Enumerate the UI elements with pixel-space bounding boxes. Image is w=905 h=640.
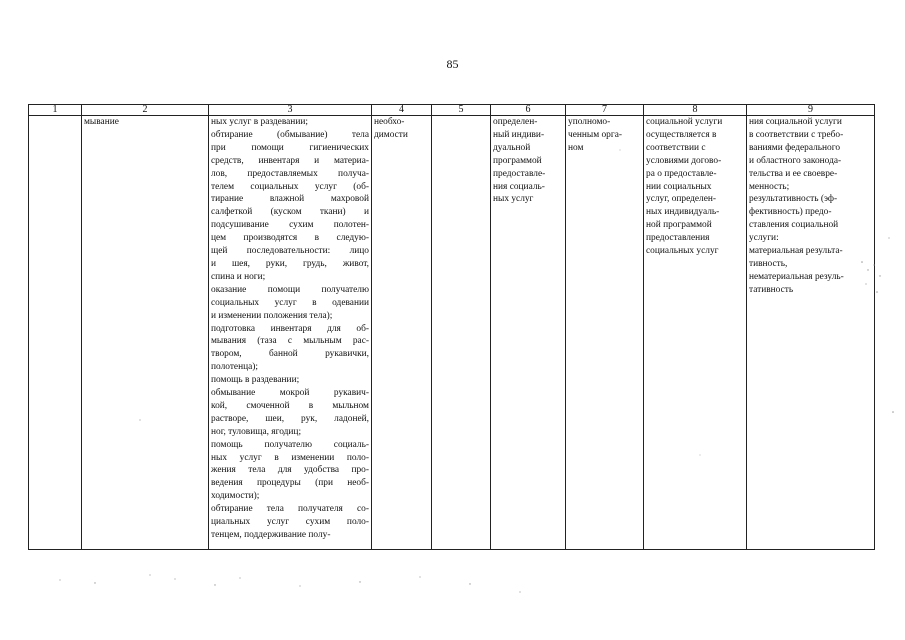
cell-text-line: услуг, определен-	[646, 194, 717, 205]
cell-text-line: ном	[568, 142, 584, 153]
cell-text-line: менность;	[749, 181, 790, 192]
cell-text-line: дуальной	[493, 142, 531, 153]
column-header-6: 6	[491, 105, 566, 116]
cell-text-line: подсушивание сухим полотен-	[211, 220, 369, 231]
cell-text-line: и шея, руки, грудь, живот,	[211, 258, 369, 269]
cell-text-line: помощь получателю социаль-	[211, 439, 369, 450]
cell-text-line: нематериальная резуль-	[749, 271, 844, 282]
cell-text-line: осуществляется в	[646, 129, 717, 140]
cell-text-line: и областного законода-	[749, 155, 842, 166]
cell-text-line: тивность,	[749, 258, 788, 269]
column-header-8: 8	[644, 105, 747, 116]
cell-text-line: тельства и ее своевре-	[749, 168, 838, 179]
cell-text-line: ходимости);	[211, 491, 260, 502]
cell-col-9	[747, 116, 875, 550]
cell-text-line: результативность (эф-	[749, 194, 838, 205]
cell-text-line: нии социальных	[646, 181, 712, 192]
cell-text-line: ваниями федерального	[749, 142, 841, 153]
cell-text-line: жения тела для удобства про-	[211, 465, 369, 476]
cell-text-line: тативность	[749, 284, 794, 295]
cell-text-line: материальная результа-	[749, 246, 843, 257]
cell-text-line: циальных услуг сухим поло-	[211, 517, 369, 528]
cell-text-line: необхо-	[374, 117, 405, 127]
cell-text-line: при помощи гигиенических	[211, 142, 369, 153]
cell-text-line: ной программой	[646, 220, 712, 231]
cell-text-line: кой, смоченной в мыльном	[211, 400, 369, 411]
cell-text-line: услуги:	[749, 233, 779, 244]
cell-text-line: программой	[493, 155, 542, 166]
cell-col-4	[372, 116, 432, 550]
cell-text-line: подготовка инвентаря для об-	[211, 323, 369, 334]
cell-text-line: ных индивидуаль-	[646, 207, 720, 218]
cell-col-1	[29, 116, 82, 550]
column-header-4: 4	[372, 105, 432, 116]
cell-text-line: щей последовательности: лицо	[211, 246, 369, 257]
cell-text-line: ных услуг в раздевании;	[211, 117, 308, 127]
cell-text-line: в соответствии с требо-	[749, 129, 844, 140]
cell-text-line: уполномо-	[568, 117, 611, 127]
cell-text-line: ния социальной услуги	[749, 117, 842, 127]
column-header-7: 7	[566, 105, 644, 116]
cell-text-line: салфеткой (куском ткани) и	[211, 207, 369, 218]
cell-text-line: фективность) предо-	[749, 207, 832, 218]
cell-text-line: ног, туловища, ягодиц;	[211, 426, 302, 437]
cell-text-line: предоставле-	[493, 168, 546, 179]
cell-text-line: предоставления	[646, 233, 710, 244]
cell-text-line: ченным орга-	[568, 129, 622, 140]
cell-text-line: ных услуг в изменении поло-	[211, 452, 369, 463]
cell-text-line: оказание помощи получателю	[211, 284, 369, 295]
table-row	[29, 116, 875, 550]
cell-text-line: социальной услуги	[646, 117, 723, 127]
page-number: 85	[446, 57, 459, 71]
cell-col-7	[566, 116, 644, 550]
cell-text-line: мывание	[84, 117, 119, 127]
cell-text-line: социальных услуг	[646, 246, 719, 257]
cell-text-line: растворе, шеи, рук, ладоней,	[211, 413, 369, 424]
cell-text-line: ра о предоставле-	[646, 168, 717, 179]
cell-text-line: тенцем, поддерживание полу-	[211, 530, 331, 540]
cell-text-line: твором, банной рукавички,	[211, 349, 369, 360]
cell-text-line: спина и ноги;	[211, 271, 266, 282]
column-header-5: 5	[432, 105, 491, 116]
cell-col-8	[644, 116, 747, 550]
cell-text-line: мывания (таза с мыльным рас-	[211, 336, 369, 347]
column-header-3: 3	[209, 105, 372, 116]
cell-col-3	[209, 116, 372, 550]
cell-text-line: ведения процедуры (при необ-	[211, 478, 369, 489]
column-header-9: 9	[747, 105, 875, 116]
cell-text-line: обмывание мокрой рукавич-	[211, 388, 369, 399]
column-header-1: 1	[29, 105, 82, 116]
cell-text-line: помощь в раздевании;	[211, 375, 300, 386]
cell-text-line: условиями догово-	[646, 155, 722, 166]
cell-text-line: определен-	[493, 117, 538, 127]
cell-text-line: телем социальных услуг (об-	[211, 181, 369, 192]
cell-col-5	[432, 116, 491, 550]
cell-text-line: ставления социальной	[749, 220, 839, 231]
cell-text-line: ния социаль-	[493, 181, 545, 192]
cell-text-line: ных услуг	[493, 194, 534, 205]
cell-col-6	[491, 116, 566, 550]
cell-text-line: тирание влажной махровой	[211, 194, 369, 205]
cell-text-line: соответствии с	[646, 142, 706, 153]
cell-text-line: обтирание тела получателя со-	[211, 504, 369, 515]
cell-text-line: цем производятся в следую-	[211, 233, 369, 244]
cell-text-line: димости	[374, 129, 408, 140]
cell-col-2	[82, 116, 209, 550]
cell-text-line: лов, предоставляемых получа-	[211, 168, 369, 179]
services-table	[28, 104, 875, 550]
cell-text-line: и изменении положения тела);	[211, 310, 333, 321]
cell-text-line: обтирание (обмывание) тела	[211, 129, 369, 140]
column-header-2: 2	[82, 105, 209, 116]
cell-text-line: социальных услуг в одевании	[211, 297, 369, 308]
header-row	[29, 105, 875, 116]
cell-text-line: полотенца);	[211, 362, 259, 373]
cell-text-line: средств, инвентаря и материа-	[211, 155, 369, 166]
cell-text-line: ный индиви-	[493, 129, 545, 140]
